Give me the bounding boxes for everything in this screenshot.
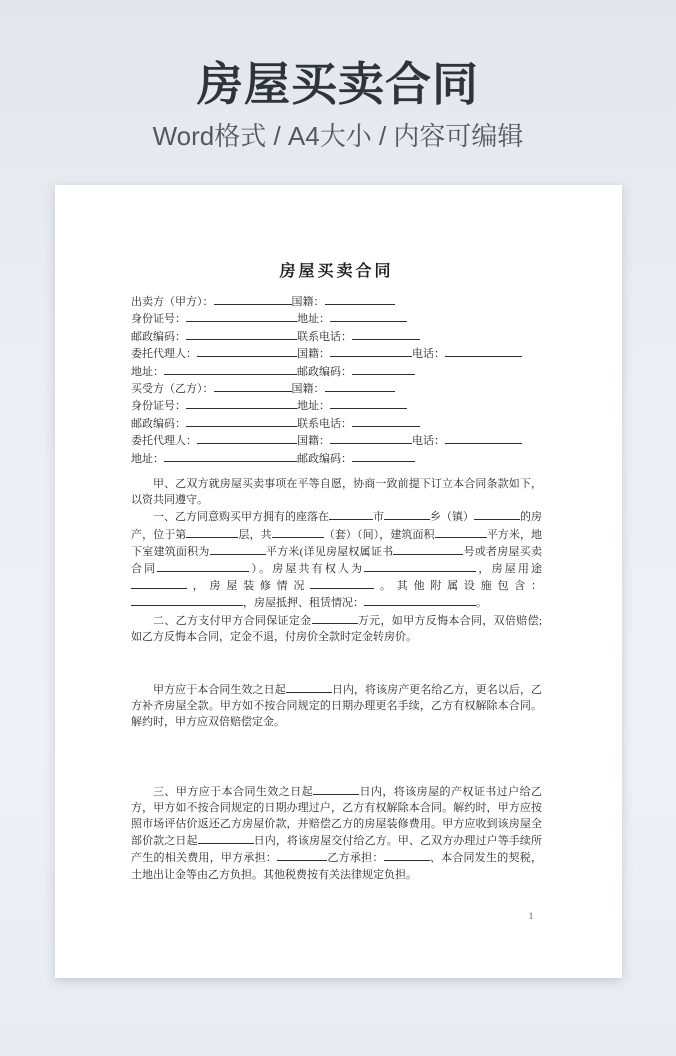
blank-line xyxy=(186,397,297,409)
blank-line xyxy=(214,293,292,305)
field-label: 国籍： xyxy=(297,348,330,361)
blank-line xyxy=(445,345,522,357)
field-label: 委托代理人： xyxy=(131,435,197,448)
clause-paragraph: 三、甲方应于本合同生效之日起 日内，将该房屋的产权证书过户给乙方，甲方如不按合同规定的日期办理过户，乙方有权解除本合同。解约时，甲方应按照市场评估价返还乙方房屋价款，并赔偿乙方的房屋装修费用。甲方应收到该房屋全部价款之日起 日内，将该房屋交付给乙方。甲、乙双方办理过户等手续所产生的相关费用，甲方承担： 乙方承担： 、本合同发生的契税，土地出让金等由乙方负担。其他税费按有关法律规定负担。 xyxy=(131,783,542,883)
blank-line xyxy=(186,310,297,322)
field-label: 国籍： xyxy=(291,382,325,395)
blank-line xyxy=(286,681,332,693)
blank-line xyxy=(330,397,407,409)
field-label: 地址： xyxy=(297,313,330,326)
field-label: 出卖方（甲方）： xyxy=(131,296,214,308)
blank-line xyxy=(272,526,324,538)
blank-line xyxy=(330,310,407,322)
field-label: 邮政编码： xyxy=(131,330,186,343)
blank-line xyxy=(197,345,297,357)
blank-line xyxy=(445,432,522,444)
form-row xyxy=(131,415,542,432)
field-label: 地址： xyxy=(131,452,164,465)
form-row xyxy=(131,345,542,362)
form-row xyxy=(131,363,542,380)
blank-line xyxy=(330,432,412,444)
template-title: 房屋买卖合同 xyxy=(197,58,479,110)
field-label: 邮政编码： xyxy=(297,452,352,465)
clause-paragraph: 二、乙方支付甲方合同保证定金 万元，如甲方反悔本合同，双倍赔偿;如乙方反悔本合同，定金不退，付房价全款时定金转房价。 xyxy=(131,612,542,645)
field-label: 联系电话： xyxy=(297,330,352,343)
blank-line xyxy=(277,849,327,861)
document-content xyxy=(131,261,542,883)
field-label: 地址： xyxy=(297,400,330,413)
blank-line xyxy=(164,450,297,462)
contract-clauses xyxy=(131,476,542,883)
blank-line xyxy=(435,526,487,538)
preview-header xyxy=(0,58,676,151)
form-row xyxy=(131,293,542,310)
template-subtitle: Word格式 / A4大小 / 内容可编辑 xyxy=(152,121,524,151)
page-number: 1 xyxy=(528,911,534,921)
blank-line xyxy=(313,783,359,795)
blank-line xyxy=(364,560,476,572)
blank-line xyxy=(210,543,266,555)
blank-line xyxy=(384,849,430,861)
field-label: 电话： xyxy=(412,348,445,361)
field-label: 国籍： xyxy=(291,296,325,308)
blank-line xyxy=(364,594,476,606)
document-page xyxy=(55,185,622,978)
field-label: 电话： xyxy=(412,435,445,448)
form-row xyxy=(131,310,542,327)
form-row xyxy=(131,380,542,397)
field-label: 身份证号： xyxy=(131,400,186,413)
blank-line xyxy=(474,508,520,520)
blank-line xyxy=(131,577,187,589)
blank-line xyxy=(384,508,430,520)
form-row xyxy=(131,328,542,345)
field-label: 邮政编码： xyxy=(131,417,186,430)
blank-line xyxy=(352,415,420,427)
clause-paragraph: 甲方应于本合同生效之日起 日内，将该房产更名给乙方，更名以后，乙方补齐房屋全款。甲方如不按合同规定的日期办理更名手续，乙方有权解除本合同。解约时，甲方应双倍赔偿定金。 xyxy=(131,681,542,731)
blank-line xyxy=(325,380,395,392)
document-title: 房屋买卖合同 xyxy=(279,263,394,280)
field-label: 买受方（乙方）： xyxy=(131,382,214,395)
blank-line xyxy=(329,508,373,520)
blank-line xyxy=(197,432,297,444)
blank-line xyxy=(325,293,395,305)
form-row xyxy=(131,397,542,414)
blank-line xyxy=(198,832,254,844)
field-label: 国籍： xyxy=(297,435,330,448)
blank-line xyxy=(186,526,238,538)
blank-line xyxy=(157,560,249,572)
blank-line xyxy=(164,363,297,375)
blank-line xyxy=(214,380,292,392)
blank-line xyxy=(352,450,415,462)
clause-paragraph: 一、乙方同意购买甲方拥有的座落在 市 乡（镇） 的房产，位于第 层，共 （套）（间），建筑面积 平方米，地下室建筑面积为 平方米(详见房屋权属证书 号或者房屋买卖合同 ）。房屋共有权人为 ，房屋用途，房屋装修情况 。其他附属设施包含：，房屋抵押、租赁情况： 。 xyxy=(131,508,542,611)
blank-line xyxy=(312,612,358,624)
blank-line xyxy=(352,328,420,340)
form-row xyxy=(131,432,542,449)
blank-line xyxy=(186,328,297,340)
blank-line xyxy=(330,345,412,357)
clause-paragraph: 甲、乙双方就房屋买卖事项在平等自愿，协商一致前提下订立本合同条款如下，以资共同遵守。 xyxy=(131,477,542,507)
field-label: 委托代理人： xyxy=(131,348,197,361)
blank-line xyxy=(131,594,243,606)
field-label: 地址： xyxy=(131,365,164,378)
blank-line xyxy=(393,543,463,555)
form-row xyxy=(131,450,542,467)
blank-line xyxy=(186,415,297,427)
contract-party-fields xyxy=(131,293,542,467)
blank-line xyxy=(352,363,415,375)
blank-line xyxy=(310,577,374,589)
field-label: 联系电话： xyxy=(297,417,352,430)
field-label: 邮政编码： xyxy=(297,365,352,378)
field-label: 身份证号： xyxy=(131,313,186,326)
